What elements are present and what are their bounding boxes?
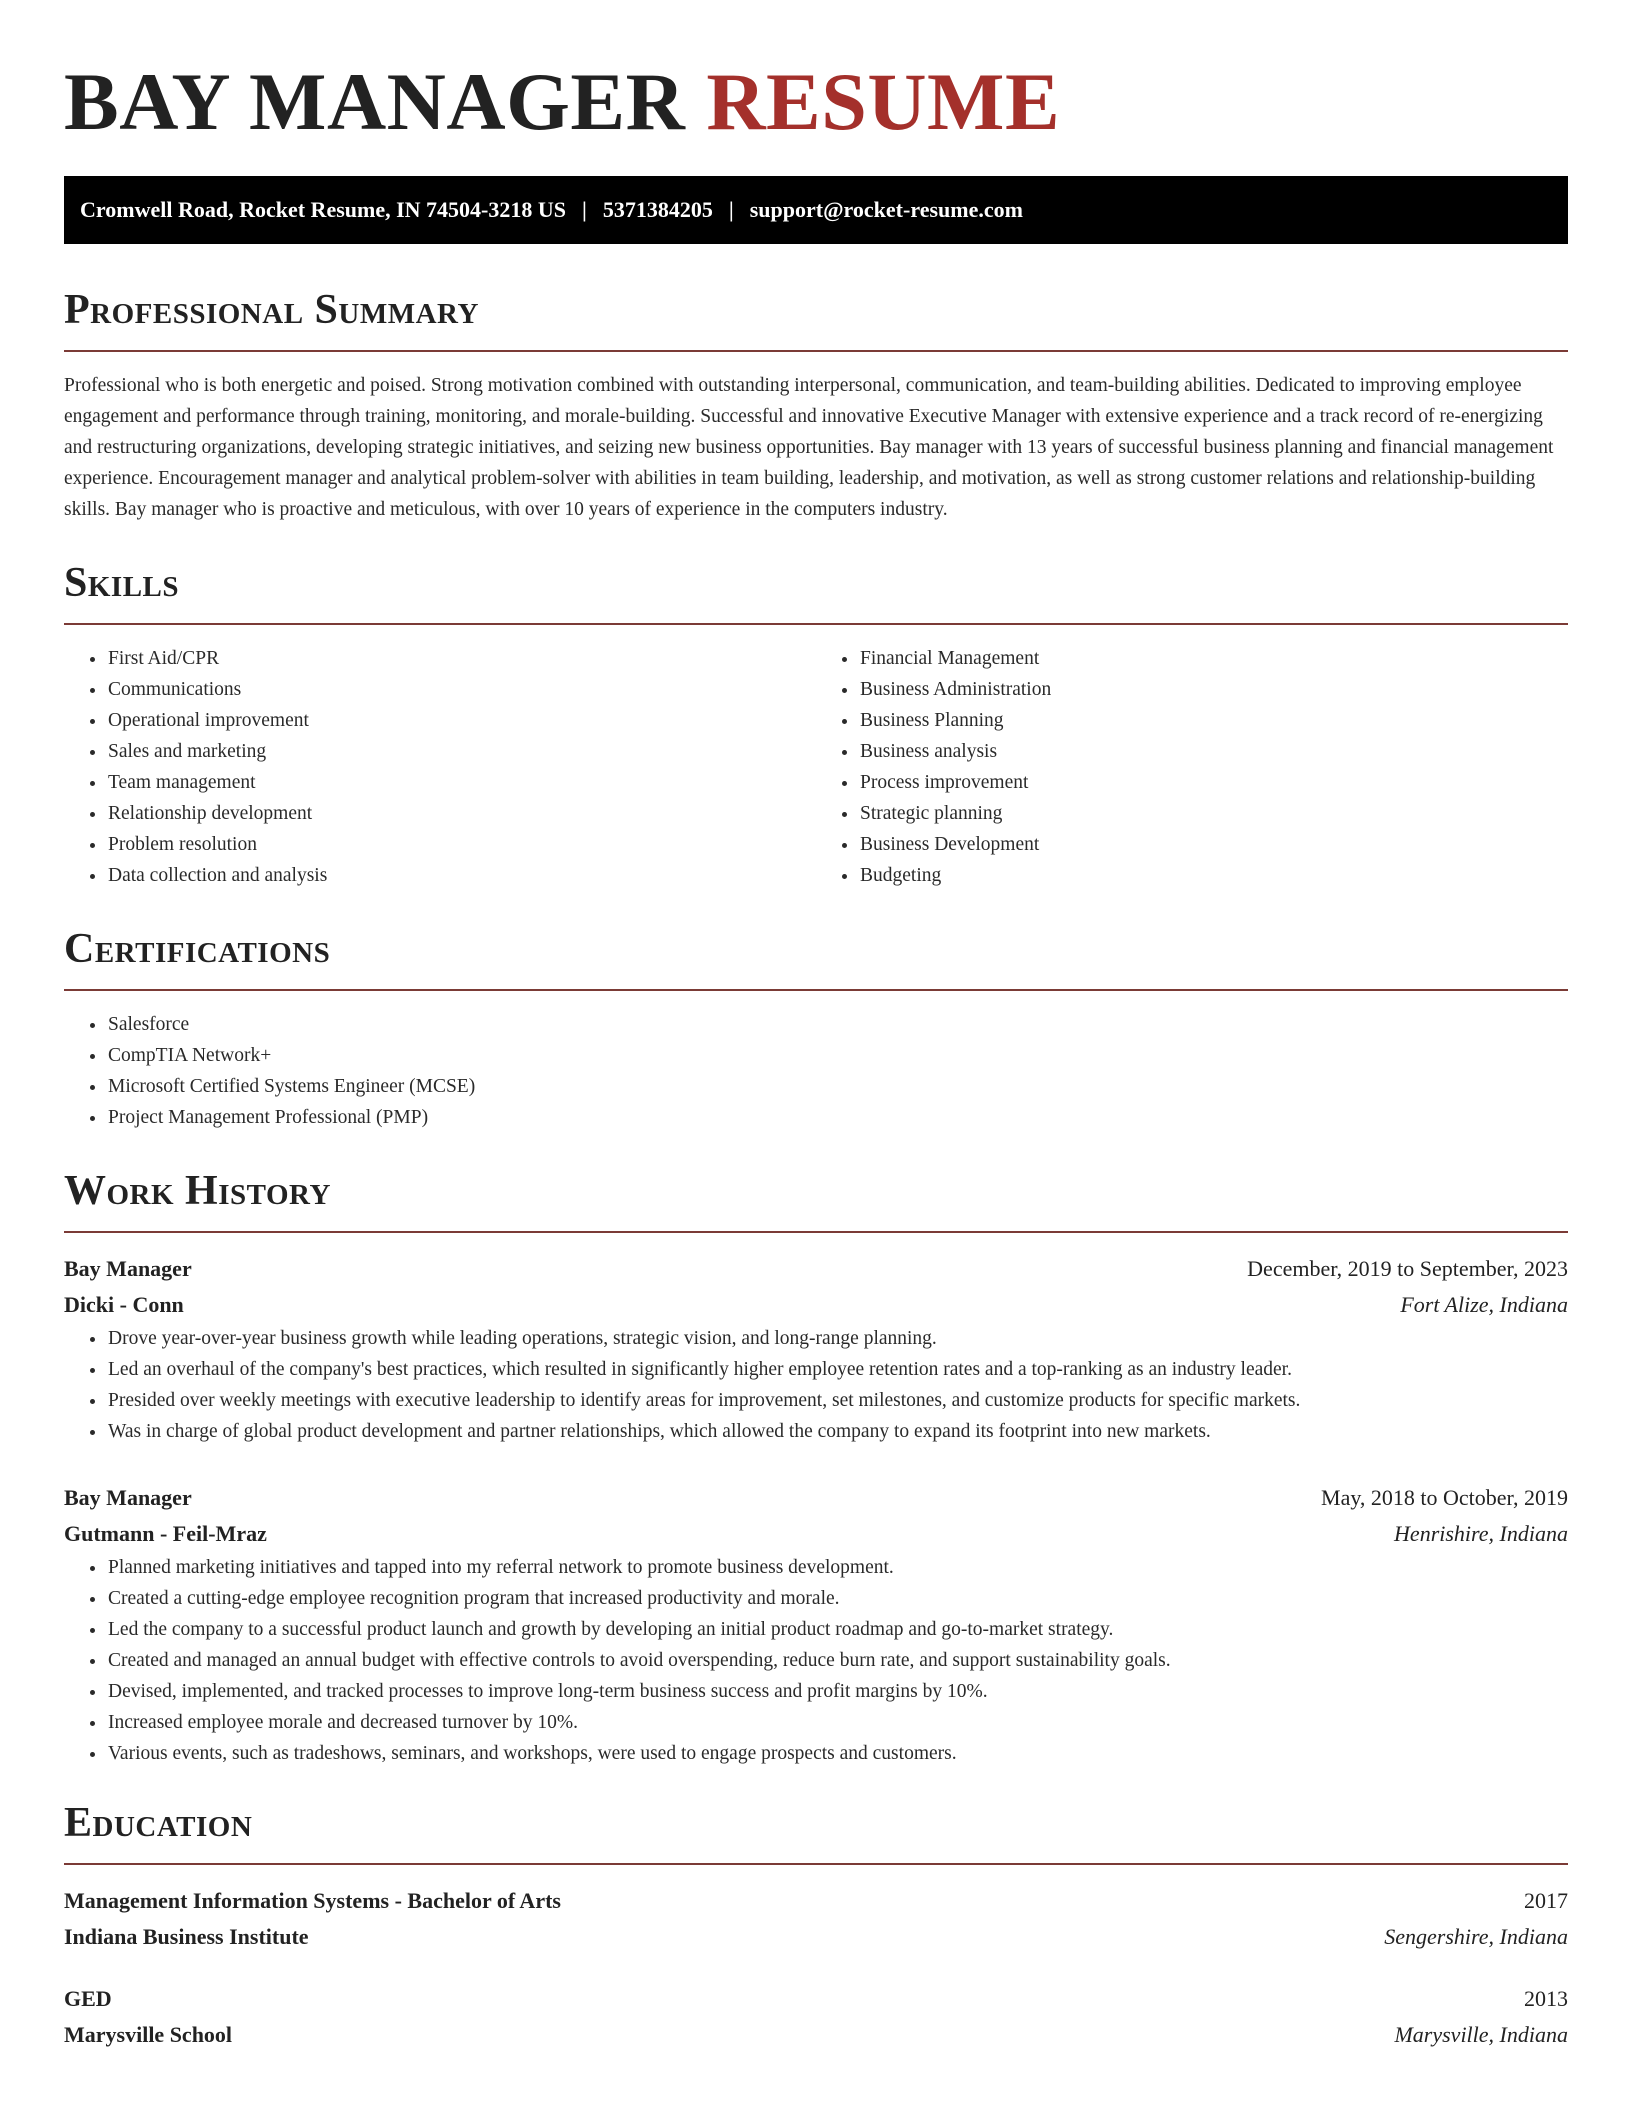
education-school: Marysville School: [64, 2022, 233, 2047]
contact-phone: 5371384205: [602, 197, 713, 222]
skill-item: • First Aid/CPR: [107, 643, 816, 674]
certifications-section: [64, 923, 1568, 1133]
certification-item: • Project Management Professional (PMP): [107, 1102, 1568, 1133]
education-header-row: [64, 1883, 1568, 1919]
certification-item: • CompTIA Network+: [107, 1040, 1568, 1071]
job-company: Gutmann - Feil-Mraz: [64, 1521, 267, 1546]
job-bullet: • Drove year-over-year business growth while leading operations, strategic vision, and long-range planning.: [107, 1323, 1568, 1354]
skills-list-left: [64, 643, 816, 891]
education-year: 2013: [1524, 1986, 1568, 2011]
contact-address: Cromwell Road, Rocket Resume, IN 74504-3218 US: [80, 197, 566, 222]
skill-item: • Team management: [107, 767, 816, 798]
job-role: Bay Manager: [64, 1485, 192, 1510]
contact-separator: |: [728, 197, 734, 222]
skill-item: • Data collection and analysis: [107, 860, 816, 891]
skill-item: • Process improvement: [859, 767, 1568, 798]
education-entry: [64, 1981, 1568, 2053]
job-entry: [64, 1251, 1568, 1447]
resume-title: [64, 52, 1568, 152]
job-header-row: [64, 1251, 1568, 1287]
skills-list-right: [816, 643, 1568, 891]
skills-column-left: [64, 643, 816, 891]
education-entry: [64, 1883, 1568, 1955]
job-location: Henrishire, Indiana: [1394, 1521, 1568, 1546]
skills-grid: [64, 643, 1568, 891]
contact-separator: |: [582, 197, 587, 222]
job-location: Fort Alize, Indiana: [1400, 1292, 1568, 1317]
section-divider: [64, 1231, 1568, 1233]
job-bullet: • Increased employee morale and decreased turnover by 10%.: [107, 1707, 1568, 1738]
certification-item: • Salesforce: [107, 1009, 1568, 1040]
job-bullet: • Led the company to a successful product launch and growth by developing an initial product roadmap and go-to-market strategy.: [107, 1614, 1568, 1645]
skill-item: • Financial Management: [859, 643, 1568, 674]
job-bullet: • Created and managed an annual budget with effective controls to avoid overspending, reduce burn rate, and support sustainability goals.: [107, 1645, 1568, 1676]
skill-item: • Relationship development: [107, 798, 816, 829]
job-dates: December, 2019 to September, 2023: [1247, 1256, 1568, 1281]
skill-item: • Business analysis: [859, 736, 1568, 767]
certification-item: • Microsoft Certified Systems Engineer (MCSE): [107, 1071, 1568, 1102]
job-company-row: [64, 1516, 1568, 1552]
education-location: Marysville, Indiana: [1394, 2022, 1568, 2047]
contact-bar: [64, 176, 1568, 244]
contact-email: support@rocket-resume.com: [749, 197, 1023, 222]
work-history-section: [64, 1165, 1568, 1769]
skill-item: • Business Planning: [859, 705, 1568, 736]
section-title-skills: Skills: [64, 560, 180, 606]
job-bullet: • Devised, implemented, and tracked processes to improve long-term business success and profit margins by 10%.: [107, 1676, 1568, 1707]
title-main: BAY MANAGER: [64, 56, 686, 147]
education-school-row: [64, 1919, 1568, 1955]
skill-item: • Budgeting: [859, 860, 1568, 891]
section-divider: [64, 989, 1568, 991]
job-entry: [64, 1480, 1568, 1769]
section-divider: [64, 1863, 1568, 1865]
job-dates: May, 2018 to October, 2019: [1321, 1485, 1568, 1510]
summary-text: Professional who is both energetic and poised. Strong motivation combined with outstanding interpersonal, communication, and team-building abilities. Dedicated to improving employee engagement and performance through training, monitoring, and morale-building. Successful and innovative Executive Manager with extensive experience and a track record of re-energizing and restructuring organizations, developing strategic initiatives, and seizing new business opportunities. Bay manager with 13 years of successful business planning and financial management experience. Encouragement manager and analytical problem-solver with abilities in team building, leadership, and motivation, as well as strong customer relations and relationship-building skills. Bay manager who is proactive and meticulous, with over 10 years of experience in the computers industry.: [64, 375, 1554, 520]
education-section: [64, 1797, 1568, 2053]
skill-item: • Business Administration: [859, 674, 1568, 705]
section-title-work-history: Work History: [64, 1168, 331, 1214]
education-school-row: [64, 2017, 1568, 2053]
job-company-row: [64, 1287, 1568, 1323]
skill-item: • Communications: [107, 674, 816, 705]
education-header-row: [64, 1981, 1568, 2017]
job-bullet: • Led an overhaul of the company's best practices, which resulted in significantly higher employee retention rates and a top-ranking as an industry leader.: [107, 1354, 1568, 1385]
title-accent: RESUME: [706, 56, 1061, 147]
summary-section: [64, 284, 1568, 525]
education-school: Indiana Business Institute: [64, 1924, 309, 1949]
section-divider: [64, 350, 1568, 352]
job-role: Bay Manager: [64, 1256, 192, 1281]
education-degree: GED: [64, 1986, 112, 2011]
job-bullets: [64, 1323, 1568, 1447]
education-degree: Management Information Systems - Bachelor of Arts: [64, 1888, 561, 1913]
section-title-certifications: Certifications: [64, 926, 331, 972]
job-bullet: • Was in charge of global product development and partner relationships, which allowed the company to expand its footprint into new markets.: [107, 1416, 1568, 1447]
job-company: Dicki - Conn: [64, 1292, 184, 1317]
education-location: Sengershire, Indiana: [1384, 1924, 1568, 1949]
skills-column-right: [816, 643, 1568, 891]
skill-item: • Business Development: [859, 829, 1568, 860]
certifications-list: [64, 1009, 1568, 1133]
skills-section: [64, 557, 1568, 891]
skill-item: • Strategic planning: [859, 798, 1568, 829]
skill-item: • Problem resolution: [107, 829, 816, 860]
skill-item: • Sales and marketing: [107, 736, 816, 767]
job-bullet: • Various events, such as tradeshows, seminars, and workshops, were used to engage prospects and customers.: [107, 1738, 1568, 1769]
section-divider: [64, 623, 1568, 625]
job-bullet: • Planned marketing initiatives and tapped into my referral network to promote business development.: [107, 1552, 1568, 1583]
job-bullet: • Presided over weekly meetings with executive leadership to identify areas for improvement, set milestones, and customize products for specific markets.: [107, 1385, 1568, 1416]
education-year: 2017: [1524, 1888, 1568, 1913]
job-bullet: • Created a cutting-edge employee recognition program that increased productivity and morale.: [107, 1583, 1568, 1614]
section-title-education: Education: [64, 1800, 253, 1846]
job-header-row: [64, 1480, 1568, 1516]
job-bullets: [64, 1552, 1568, 1769]
section-title-summary: Professional Summary: [64, 287, 479, 333]
skill-item: • Operational improvement: [107, 705, 816, 736]
